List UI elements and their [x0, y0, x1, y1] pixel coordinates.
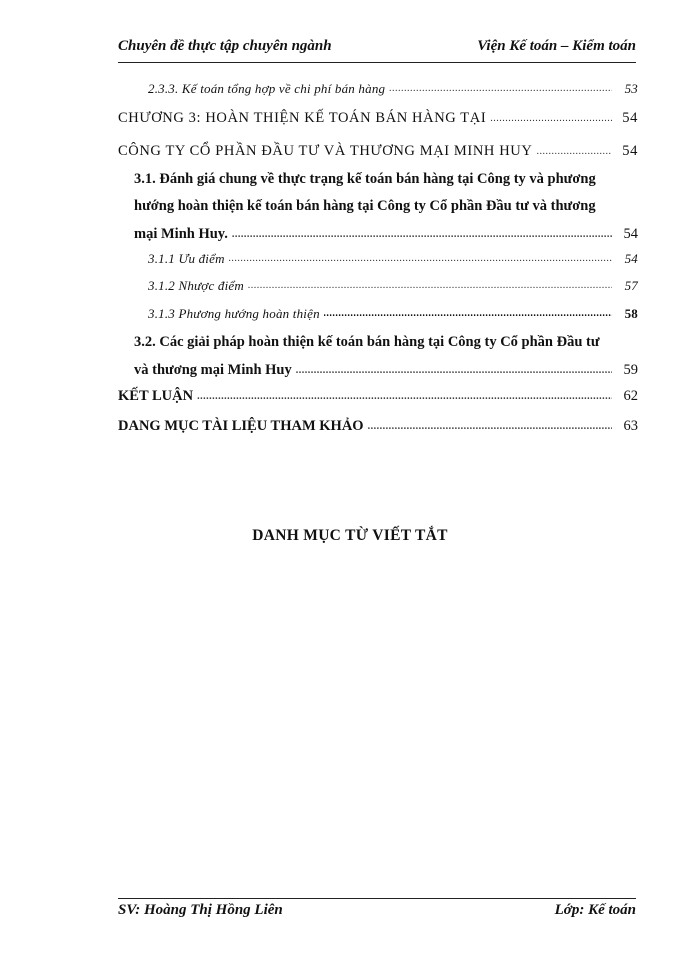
toc-entry-label: CÔNG TY CỔ PHẦN ĐẦU TƯ VÀ THƯƠNG MẠI MINH HUY	[118, 143, 533, 159]
toc-entry-2-3-3[interactable]	[148, 81, 638, 97]
toc-leader-dots	[324, 309, 612, 319]
toc-leader-dots	[490, 114, 612, 124]
header-divider	[118, 62, 636, 63]
toc-entry-label: 3.1.1 Ưu điểm	[148, 251, 225, 266]
header-left: Chuyên đề thực tập chuyên ngành	[118, 38, 332, 54]
footer-right: Lớp: Kế toán	[554, 902, 636, 918]
toc-entry-references[interactable]	[118, 418, 638, 435]
toc-entry-company[interactable]	[118, 143, 638, 160]
toc-entry-label: DANG MỤC TÀI LIỆU THAM KHẢO	[118, 418, 364, 434]
toc-entry-3-1-2[interactable]	[148, 278, 638, 294]
toc-entry-label-line-1: 3.2. Các giải pháp hoàn thiện kế toán bán hàng tại Công ty Cổ phần Đầu tư	[134, 334, 600, 350]
toc-entry-page: 59	[623, 362, 638, 378]
toc-entry-label: và thương mại Minh Huy	[134, 362, 292, 378]
toc-entry-3-1-1[interactable]	[148, 251, 638, 267]
toc-entry-page: 54	[623, 226, 638, 242]
toc-entry-page: 62	[623, 388, 638, 404]
toc-entry-label: mại Minh Huy.	[134, 226, 228, 242]
toc-leader-dots	[229, 254, 612, 264]
toc-entry-chapter-3[interactable]	[118, 110, 638, 127]
toc-entry-page: 53	[624, 81, 638, 96]
toc-entry-label-line-1: 3.1. Đánh giá chung về thực trạng kế toán bán hàng tại Công ty và phương	[134, 171, 596, 187]
toc-entry-last-line	[134, 362, 638, 379]
toc-leader-dots	[232, 230, 612, 240]
page-footer	[118, 902, 636, 919]
toc-entry-page: 54	[622, 110, 638, 126]
toc-entry-page: 57	[624, 278, 638, 293]
footer-left: SV: Hoàng Thị Hồng Liên	[118, 902, 283, 918]
toc-entry-last-line	[134, 226, 638, 243]
toc-entry-label: 3.1.2 Nhược điểm	[148, 278, 244, 293]
toc-entry-page: 63	[623, 418, 638, 434]
toc-leader-dots	[368, 422, 612, 432]
toc-leader-dots	[389, 84, 612, 94]
toc-leader-dots	[248, 281, 612, 291]
toc-entry-conclusion[interactable]	[118, 388, 638, 405]
toc-entry-label: 3.1.3 Phương hướng hoàn thiện	[148, 306, 320, 321]
toc-entry-page: 58	[624, 306, 638, 321]
toc-entry-label: KẾT LUẬN	[118, 388, 194, 404]
toc-leader-dots	[296, 366, 612, 376]
toc-entry-label: CHƯƠNG 3: HOÀN THIỆN KẾ TOÁN BÁN HÀNG TẠI	[118, 110, 487, 126]
toc-entry-page: 54	[624, 251, 638, 266]
section-title: DANH MỤC TỪ VIẾT TẮT	[252, 527, 448, 544]
toc-leader-dots	[536, 147, 612, 157]
toc-entry-label: 2.3.3. Kế toán tổng hợp về chi phí bán hàng	[148, 81, 386, 96]
toc-leader-dots	[197, 392, 612, 402]
footer-divider	[118, 898, 636, 899]
toc-entry-page: 54	[622, 143, 638, 159]
header-right: Viện Kế toán – Kiểm toán	[477, 38, 636, 54]
toc-entry-3-1-3[interactable]	[148, 306, 638, 322]
page-header	[118, 38, 636, 55]
toc-entry-label-line-2: hướng hoàn thiện kế toán bán hàng tại Công ty Cổ phần Đầu tư và thương	[134, 198, 596, 214]
